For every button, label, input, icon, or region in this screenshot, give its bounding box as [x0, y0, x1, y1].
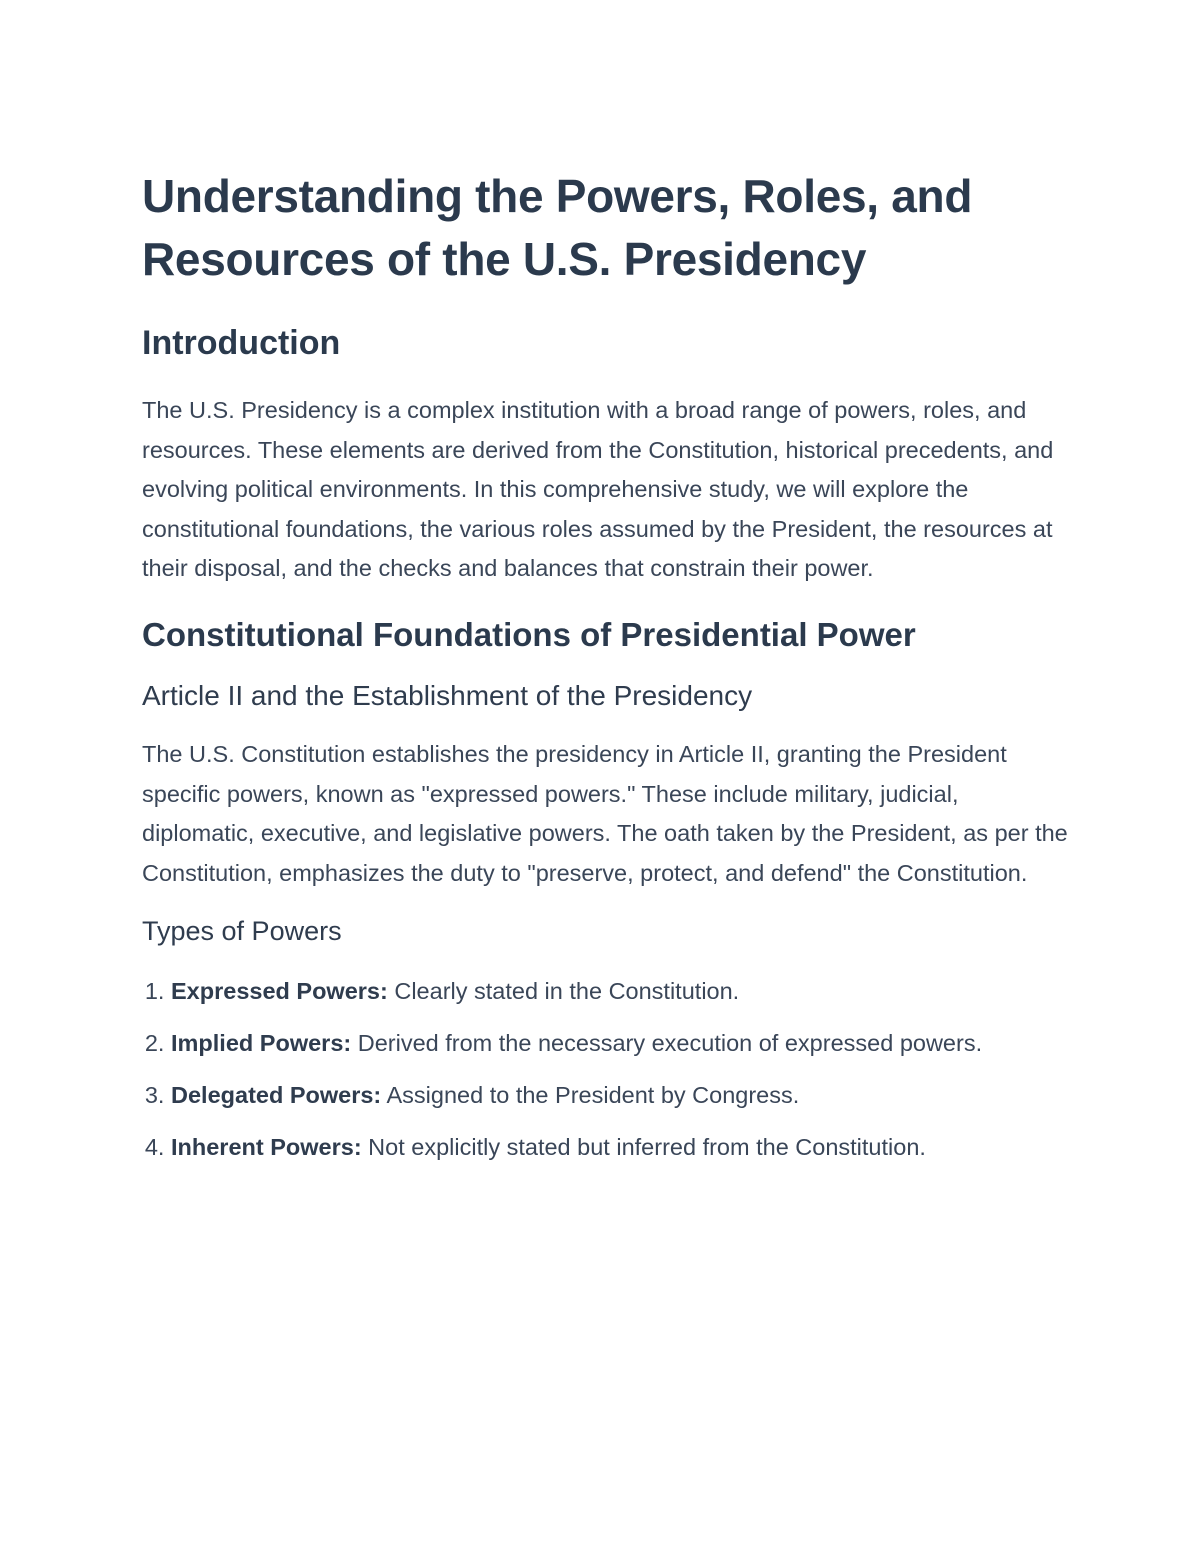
list-item-description: Derived from the necessary execution of expressed powers. [351, 1030, 983, 1057]
types-of-powers-list [142, 971, 1072, 1167]
document-page [142, 165, 1072, 1179]
list-item-term: Delegated Powers: [171, 1082, 382, 1109]
list-item-description: Not explicitly stated but inferred from the Constitution. [361, 1134, 926, 1161]
list-item-term: Expressed Powers: [171, 978, 388, 1005]
list-item [171, 971, 1072, 1011]
article-ii-heading: Article II and the Establishment of the Presidency [142, 679, 753, 711]
document-title: Understanding the Powers, Roles, and Resources of the U.S. Presidency [142, 170, 973, 285]
list-item-term: Implied Powers: [171, 1030, 352, 1057]
article-ii-paragraph: The U.S. Constitution establishes the presidency in Article II, granting the President specific powers, known as "expressed powers." These include military, judicial, diplomatic, executive, and legislative powers. The oath taken by the President, as per the Constitution, emphasizes the duty to "preserve, protect, and defend" the Constitution. [142, 740, 1068, 886]
list-item-description: Assigned to the President by Congress. [381, 1082, 800, 1109]
introduction-heading: Introduction [142, 324, 341, 362]
types-of-powers-heading: Types of Powers [142, 916, 342, 947]
constitutional-foundations-heading: Constitutional Foundations of Presidential Power [142, 615, 916, 653]
introduction-paragraph: The U.S. Presidency is a complex institution with a broad range of powers, roles, and resources. These elements are derived from the Constitution, historical precedents, and evolving political environments. In this comprehensive study, we will explore the constitutional foundations, the various roles assumed by the President, the resources at their disposal, and the checks and balances that constrain their power. [142, 397, 1054, 582]
list-item [171, 1023, 1072, 1063]
list-item [171, 1075, 1072, 1115]
list-item-term: Inherent Powers: [171, 1134, 362, 1161]
list-item-description: Clearly stated in the Constitution. [387, 978, 740, 1005]
list-item [171, 1127, 1072, 1167]
